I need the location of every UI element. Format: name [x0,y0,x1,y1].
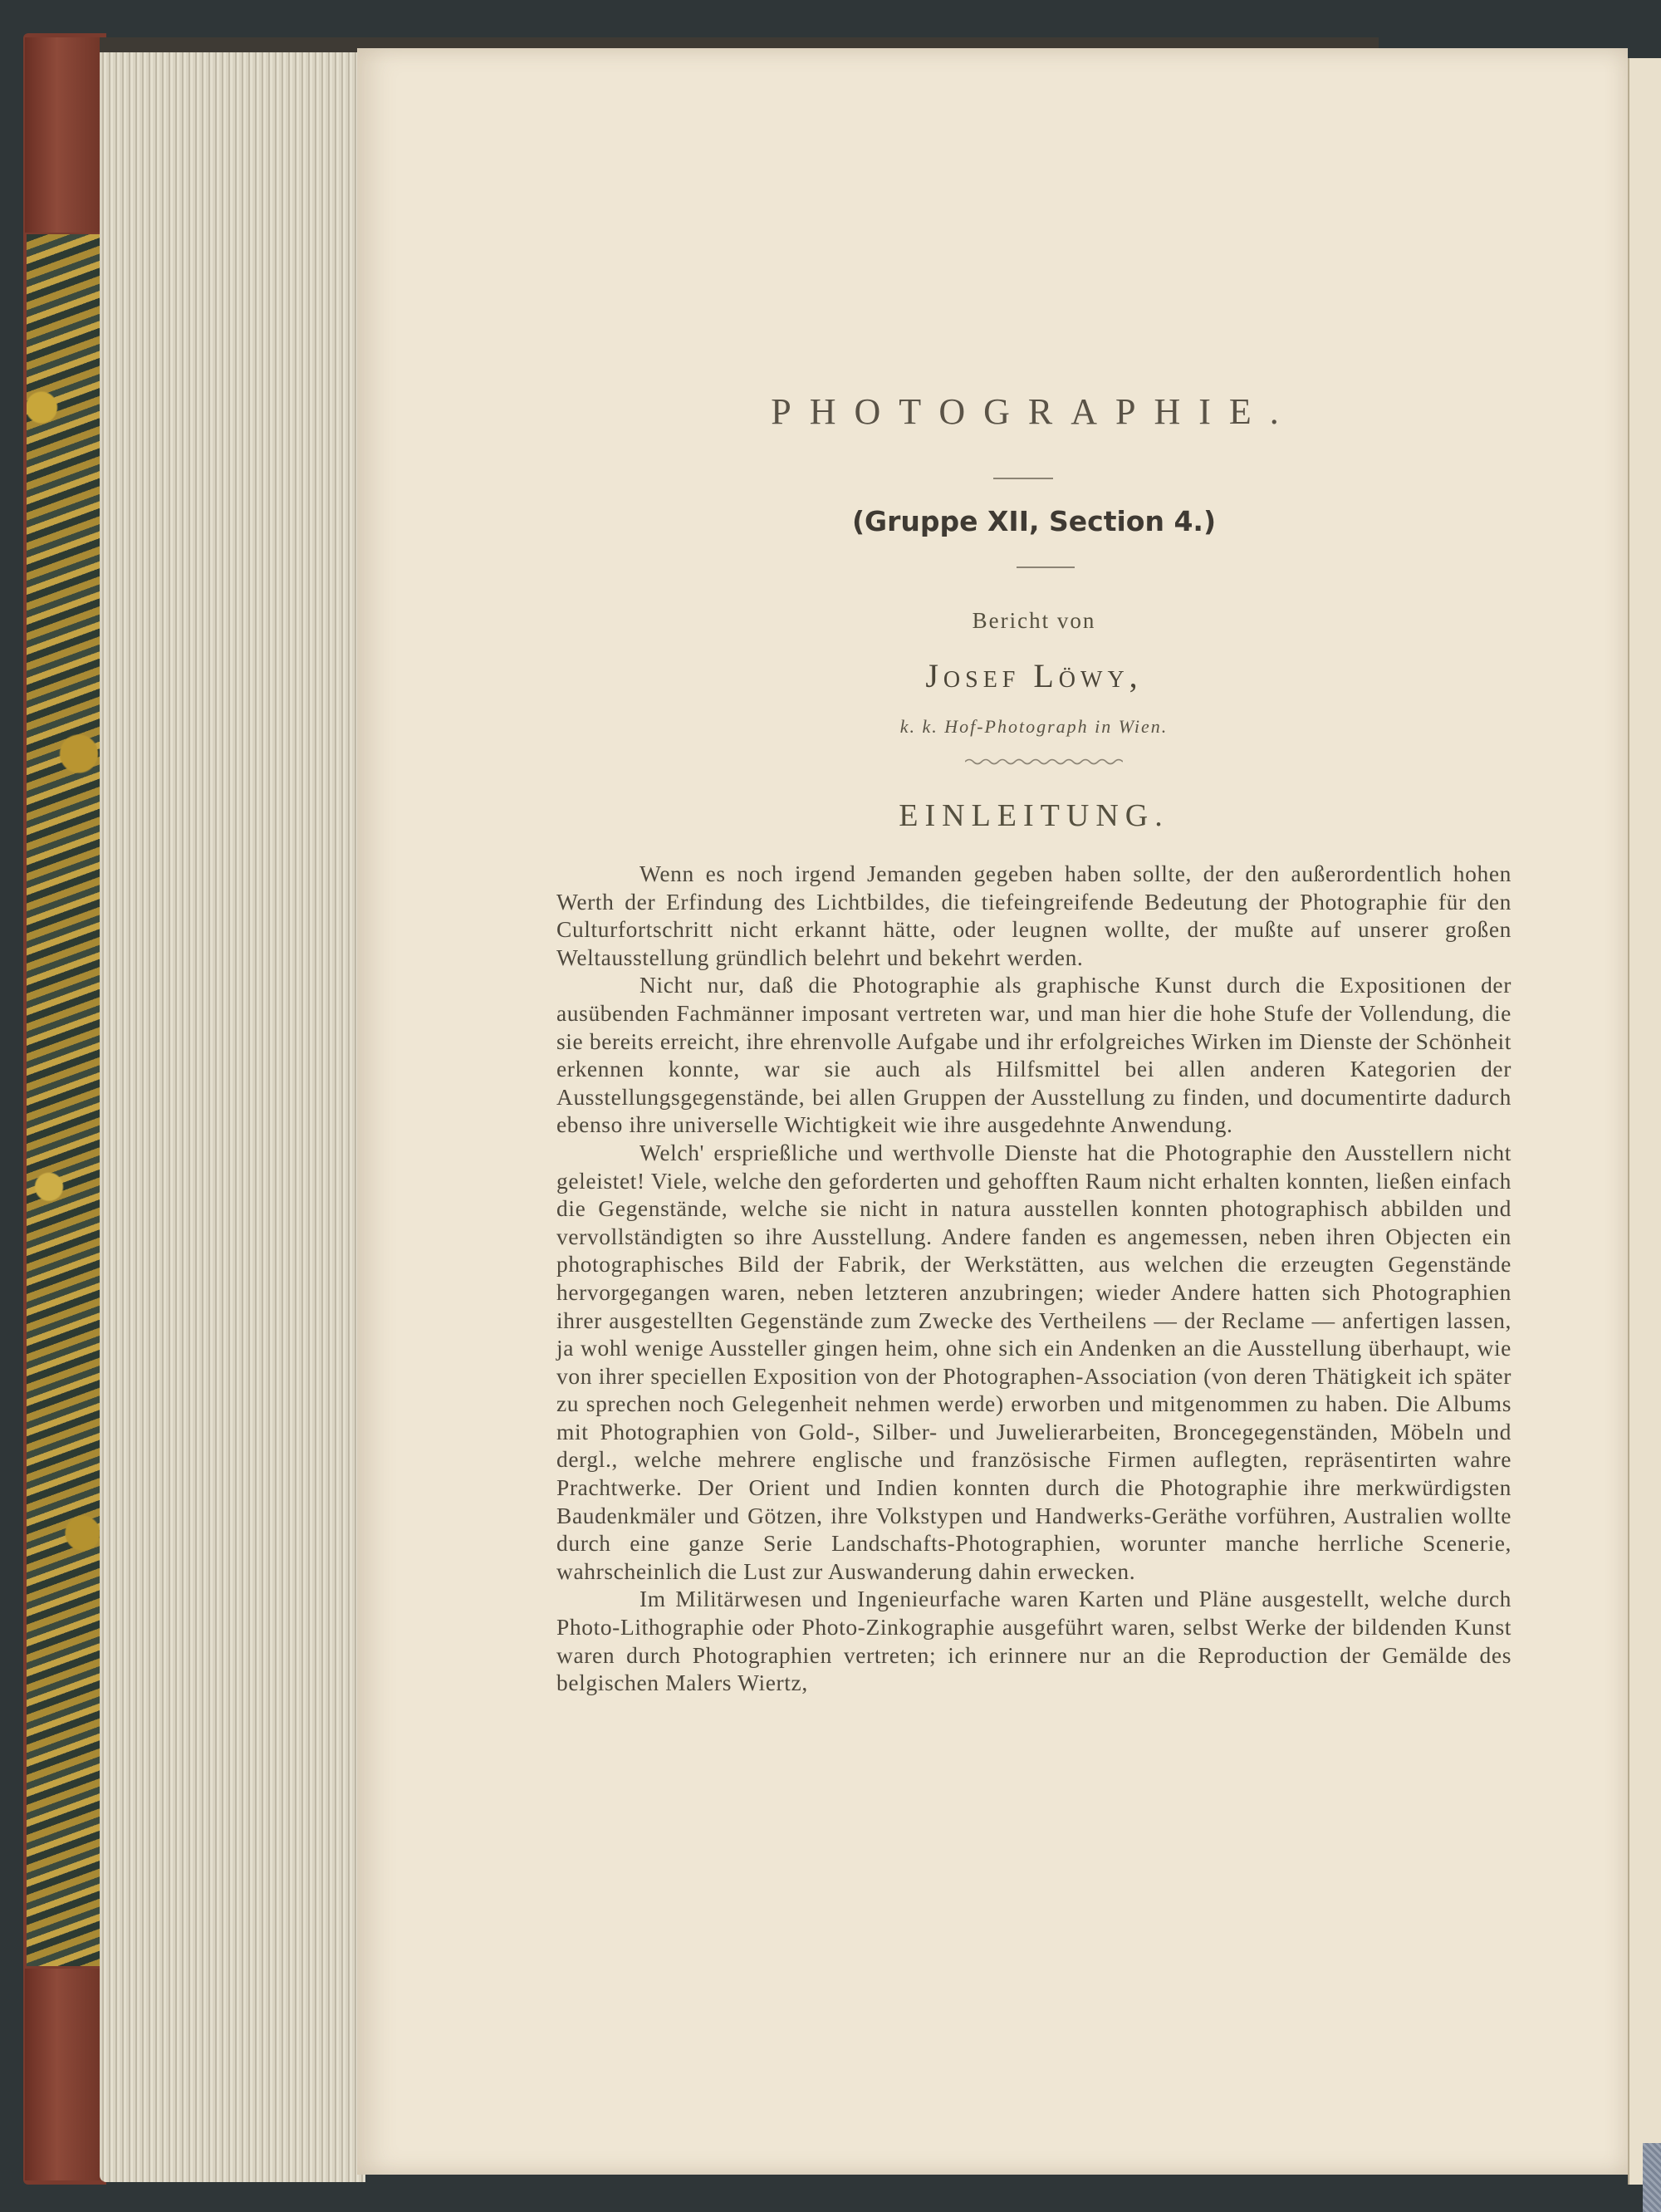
report-by-line: Bericht von [972,608,1096,633]
section-heading: EINLEITUNG. [899,798,1169,833]
facing-page-edge [1628,58,1661,2185]
paragraph: Wenn es noch irgend Jemanden gegeben haben sollte, der den außerordentlich hohen Werth der Erfindung des Lichtbildes, die tiefeingreifende Bedeutung der Photographie für den Culturfortschritt nicht erkannt hätte, oder leugnen wollte, der mußte auf unserer großen Weltausstellung gründlich belehrt und bekehrt werden. [556,861,1512,970]
cloth-cover-corner [1643,2143,1661,2212]
divider-rule [1017,566,1075,568]
group-subtitle: (Gruppe XII, Section 4.) [851,505,1217,537]
author-name: Josef Löwy, [925,657,1143,694]
paragraph: Nicht nur, daß die Photographie als graphische Kunst durch die Expositionen der ausübenden Fachmänner imposant vertreten war, und man hier die hohe Stufe der Vollendung, die sie bereits erreicht, ihre ehrenvolle Aufgabe und ihr erfolgreiches Wirken im Dienste der Schönheit erkennen konnte, war sie auch als Hilfsmittel bei allen anderen Kategorien der Ausstellungsgegenstände, bei allen Gruppen der Ausstellung zu finden, und documentirte dadurch ebenso ihre universelle Wichtigkeit wie ihre ausgedehnte Anwendung. [556,972,1512,1138]
author-affiliation: k. k. Hof-Photograph in Wien. [899,716,1169,737]
paragraph: Welch' ersprießliche und werthvolle Dienste hat die Photographie den Ausstellern nicht geleistet! Viele, welche den geforderten und gehofften Raum nicht erhalten konnten, ließen einfach die Gegenstände, welche sie nicht in natura ausstellen konnten photographisch abbilden und vervollständigten so ihre Ausstellung. Andere fanden es angemessen, neben ihren Objecten ein photographisches Bild der Fabrik, der Werkstätten, aus welchen die erzeugten Gegenstände hervorgegangen waren, neben letzteren anzubringen; wieder Andere hatten sich Photographien ihrer ausgestellten Gegenstände zum Zwecke des Vertheilens — der Reclame — anfertigen lassen, ja wohl wenige Aussteller gingen heim, ohne sich ein Andenken an die Ausstellung überhaupt, wie von ihrer speciellen Exposition von der Photographen-Association (von deren Thätigkeit ich später zu sprechen noch Gelegenheit nehmen werde) erworben und mitgenommen zu haben. Die Albums mit Photographien von Gold-, Silber- und Juwelierarbeiten, Broncegegenständen, Möbeln und dergl., welche mehrere englische und französische Firmen auflegten, repräsentirten wahre Prachtwerke. Der Orient und Indien konnten durch die Photographie ihre merkwürdigsten Baudenkmäler und Götzen, ihre Volkstypen und Handwerks-Geräthe vorführen, Australien wollte durch eine ganze Serie Landschafts-Photographien, worunter manche herrliche Scenerie, wahrscheinlich die Lust zur Auswanderung dahin erwecken. [556,1139,1512,1584]
binding-corner-bottom [25,1969,105,2180]
page-title: PHOTOGRAPHIE. [771,391,1297,432]
marbled-board [27,234,101,1966]
divider-rule [993,478,1053,479]
wavy-divider [965,756,1123,768]
body-text [556,860,1512,1697]
binding-corner-top [25,37,105,233]
paragraph: Im Militärwesen und Ingenieurfache waren Karten und Pläne ausgestellt, welche durch Photo-Lithographie oder Photo-Zinkographie ausgeführt waren, selbst Werke der bildenden Kunst waren durch Photographien vertreten; ich erinnere nur an die Reproduction der Gemälde des belgischen Malers Wiertz, [556,1586,1512,1696]
page-stack-edge [100,43,365,2182]
